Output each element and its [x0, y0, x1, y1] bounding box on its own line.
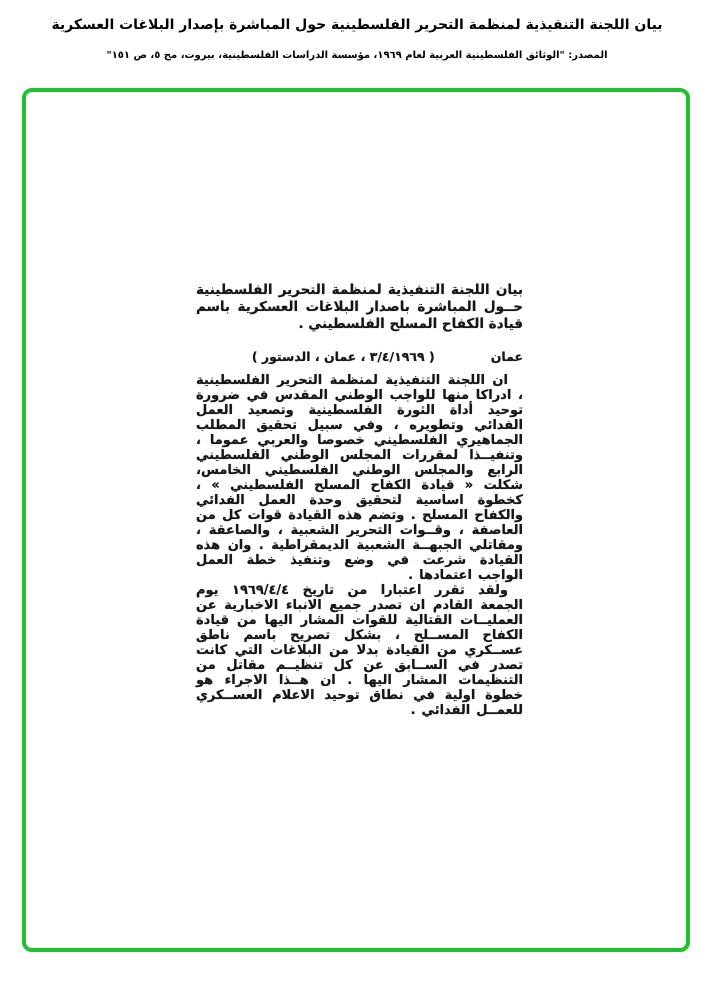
paragraph-1: ان اللجنة التنفيذية لمنظمة التحرير الفلسطينية ، ادراكا منها للواجب الوطني المقدس في ضرورة توحيد أداة الثورة الفلسطينية وتصعيد العمل الفدائي وتطويره ، وفي سبيل تحقيق المطلب الجماهيري الفلسطيني خصوصا والعربي عموما ، وتنفيــذا لمقررات المجلس الوطني الفلسطيني الرابع والمجلس الوطني الفلسطيني الخامس، شكلت « قيادة الكفاح المسلح الفلسطيني » ، كخطوة اساسية لتحقيق وحدة العمل الفدائي والكفاح المسلح . وتضم هذه القيادة قوات كل من العاصفة ، وقــوات التحرير الشعبية ، والصاعقة ، ومقاتلي الجبهــة الشعبية الديمقراطية . وان هذه القيادة شرعت في وضع وتنفيذ خطة العمل الواجب اعتمادها .: [196, 373, 523, 583]
document-body: [196, 373, 523, 718]
document-text-block: [196, 282, 523, 718]
dateline-source: ( ٣/٤/١٩٦٩ ، عمان ، الدستور ): [251, 349, 435, 364]
paragraph-2: ولقد تقرر اعتبارا من تاريخ ١٩٦٩/٤/٤ يوم الجمعة القادم ان تصدر جميع الانباء الاخبارية عن العمليــات القتالية للقوات المشار اليها من قيادة الكفاح المســلح ، بشكل تصريح باسم ناطق عســكري من القيادة بدلا من البلاغات التي كانت تصدر في الســابق عن كل تنظيــم مقاتل من التنظيمات المشار اليها . ان هــذا الاجراء هو خطوة اولية في نطاق توحيد الاعلام العســكري للعمــل الفدائي .: [196, 583, 523, 718]
dateline-city: عمان: [490, 349, 523, 364]
page-title: بيان اللجنة التنفيذية لمنظمة التحرير الفلسطينية حول المباشرة بإصدار البلاغات العسكرية: [51, 17, 663, 33]
document-heading: بيان اللجنة التنفيذية لمنظمة التحرير الفلسطينية حــول المباشرة باصدار البلاغات العسكرية باسم قيادة الكفاح المسلح الفلسطيني .: [196, 282, 523, 332]
dateline: [196, 349, 523, 364]
source-citation: المصدر: "الوثائق الفلسطينية العربية لعام ١٩٦٩، مؤسسة الدراسات الفلسطينية، بيروت، مج ٥، ص ١٥١": [106, 50, 608, 61]
document-scan-frame: [22, 88, 690, 952]
